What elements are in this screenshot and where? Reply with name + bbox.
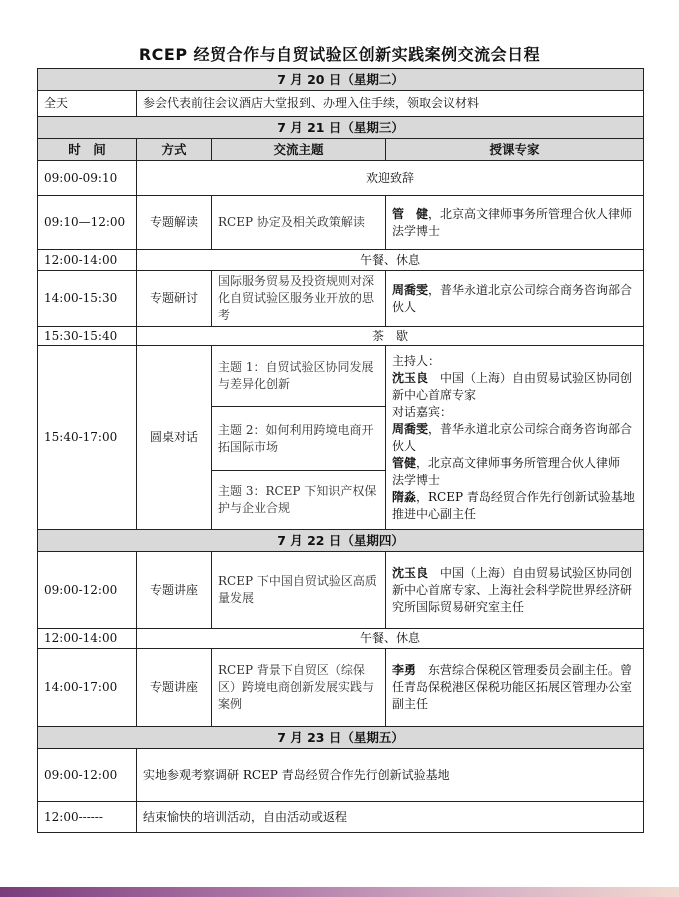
host-entry [392, 370, 637, 404]
table-row [38, 552, 644, 629]
host-desc: 中国（上海）自由贸易试验区协同创新中心首席专家 [392, 370, 633, 402]
mode-cell: 专题讲座 [137, 649, 212, 727]
guest-name: 管健 [392, 455, 417, 470]
guest-desc: ，普华永道北京公司综合商务咨询部合伙人 [392, 421, 633, 453]
activity-cell: 结束愉快的培训活动，自由活动或返程 [137, 802, 644, 833]
time-cell: 12:00-14:00 [38, 629, 137, 649]
activity-cell: 实地参观考察调研 RCEP 青岛经贸合作先行创新试验基地 [137, 749, 644, 802]
activity-cell: 茶 歇 [137, 327, 644, 346]
time-cell: 全天 [38, 91, 137, 117]
day-header-row [38, 530, 644, 552]
activity-cell: 午餐、休息 [137, 250, 644, 271]
expert-cell [386, 649, 644, 727]
time-cell: 14:00-17:00 [38, 649, 137, 727]
table-row [38, 196, 644, 250]
activity-cell: 参会代表前往会议酒店大堂报到、办理入住手续，领取会议材料 [137, 91, 644, 117]
table-row [38, 271, 644, 327]
expert-name: 沈玉良 [392, 565, 429, 580]
table-row [38, 327, 644, 346]
expert-desc: 东营综合保税区管理委员会副主任。曾任青岛保税港区保税功能区拓展区管理办公室副主任 [392, 663, 633, 711]
time-cell: 14:00-15:30 [38, 271, 137, 327]
activity-cell: 午餐、休息 [137, 629, 644, 649]
expert-desc: ，北京高文律师事务所管理合伙人律师 法学博士 [392, 206, 645, 238]
guest-entry [392, 455, 637, 489]
guest-name: 周喬雯 [392, 421, 429, 436]
page-bottom-decorative-bar [0, 887, 679, 897]
column-header-expert: 授课专家 [386, 139, 644, 161]
column-header-time: 时 间 [38, 139, 137, 161]
roundtable-people-cell [386, 346, 644, 530]
time-cell: 09:10—12:00 [38, 196, 137, 250]
mode-cell: 圆桌对话 [137, 346, 212, 530]
time-cell: 09:00-12:00 [38, 749, 137, 802]
table-row [38, 250, 644, 271]
column-header-topic: 交流主题 [212, 139, 386, 161]
topic-cell: RCEP 协定及相关政策解读 [212, 196, 386, 250]
expert-name: 管 健 [392, 206, 429, 221]
time-cell: 09:00-09:10 [38, 161, 137, 196]
day-header-0720: 7 月 20 日（星期二） [38, 69, 644, 91]
table-row [38, 749, 644, 802]
table-row [38, 649, 644, 727]
topic-cell: RCEP 下中国自贸试验区高质量发展 [212, 552, 386, 629]
time-cell: 12:00------ [38, 802, 137, 833]
guest-name: 隋淼 [392, 489, 417, 504]
day-header-row [38, 727, 644, 749]
guests-label: 对话嘉宾： [392, 404, 453, 419]
expert-cell [386, 271, 644, 327]
guest-entry [392, 421, 637, 455]
table-row [38, 802, 644, 833]
activity-cell: 欢迎致辞 [137, 161, 644, 196]
time-cell: 15:30-15:40 [38, 327, 137, 346]
topic-cell: 主题 3：RCEP 下知识产权保护与企业合规 [212, 471, 386, 530]
expert-cell [386, 552, 644, 629]
day-header-row [38, 69, 644, 91]
schedule-table [37, 68, 644, 833]
day-header-row [38, 117, 644, 139]
column-header-mode: 方式 [137, 139, 212, 161]
table-row [38, 629, 644, 649]
expert-desc: ，普华永道北京公司综合商务咨询部合伙人 [392, 282, 633, 314]
mode-cell: 专题解读 [137, 196, 212, 250]
guest-entry [392, 489, 637, 523]
time-cell: 15:40-17:00 [38, 346, 137, 530]
day-header-0723: 7 月 23 日（星期五） [38, 727, 644, 749]
column-header-row [38, 139, 644, 161]
mode-cell: 专题讲座 [137, 552, 212, 629]
expert-cell [386, 196, 644, 250]
time-cell: 12:00-14:00 [38, 250, 137, 271]
expert-name: 周喬雯 [392, 282, 429, 297]
table-row [38, 346, 644, 407]
topic-cell: 国际服务贸易及投资规则对深化自贸试验区服务业开放的思考 [212, 271, 386, 327]
table-row [38, 91, 644, 117]
expert-name: 李勇 [392, 663, 417, 677]
expert-desc: 中国（上海）自由贸易试验区协同创新中心首席专家、上海社会科学院世界经济研究所国际贸易研究室主任 [392, 565, 633, 614]
host-name: 沈玉良 [392, 370, 429, 385]
topic-cell: RCEP 背景下自贸区（综保区）跨境电商创新发展实践与案例 [212, 649, 386, 727]
page-title: RCEP 经贸合作与自贸试验区创新实践案例交流会日程 [138, 45, 541, 64]
day-header-0721: 7 月 21 日（星期三） [38, 117, 644, 139]
guest-desc: ，RCEP 青岛经贸合作先行创新试验基地推进中心副主任 [392, 489, 635, 521]
table-row [38, 161, 644, 196]
topic-cell: 主题 2：如何利用跨境电商开拓国际市场 [212, 407, 386, 471]
topic-cell: 主题 1：自贸试验区协同发展与差异化创新 [212, 346, 386, 407]
guest-desc: ，北京高文律师事务所管理合伙人律师 法学博士 [392, 455, 633, 487]
mode-cell: 专题研讨 [137, 271, 212, 327]
time-cell: 09:00-12:00 [38, 552, 137, 629]
day-header-0722: 7 月 22 日（星期四） [38, 530, 644, 552]
host-label: 主持人： [392, 353, 441, 368]
